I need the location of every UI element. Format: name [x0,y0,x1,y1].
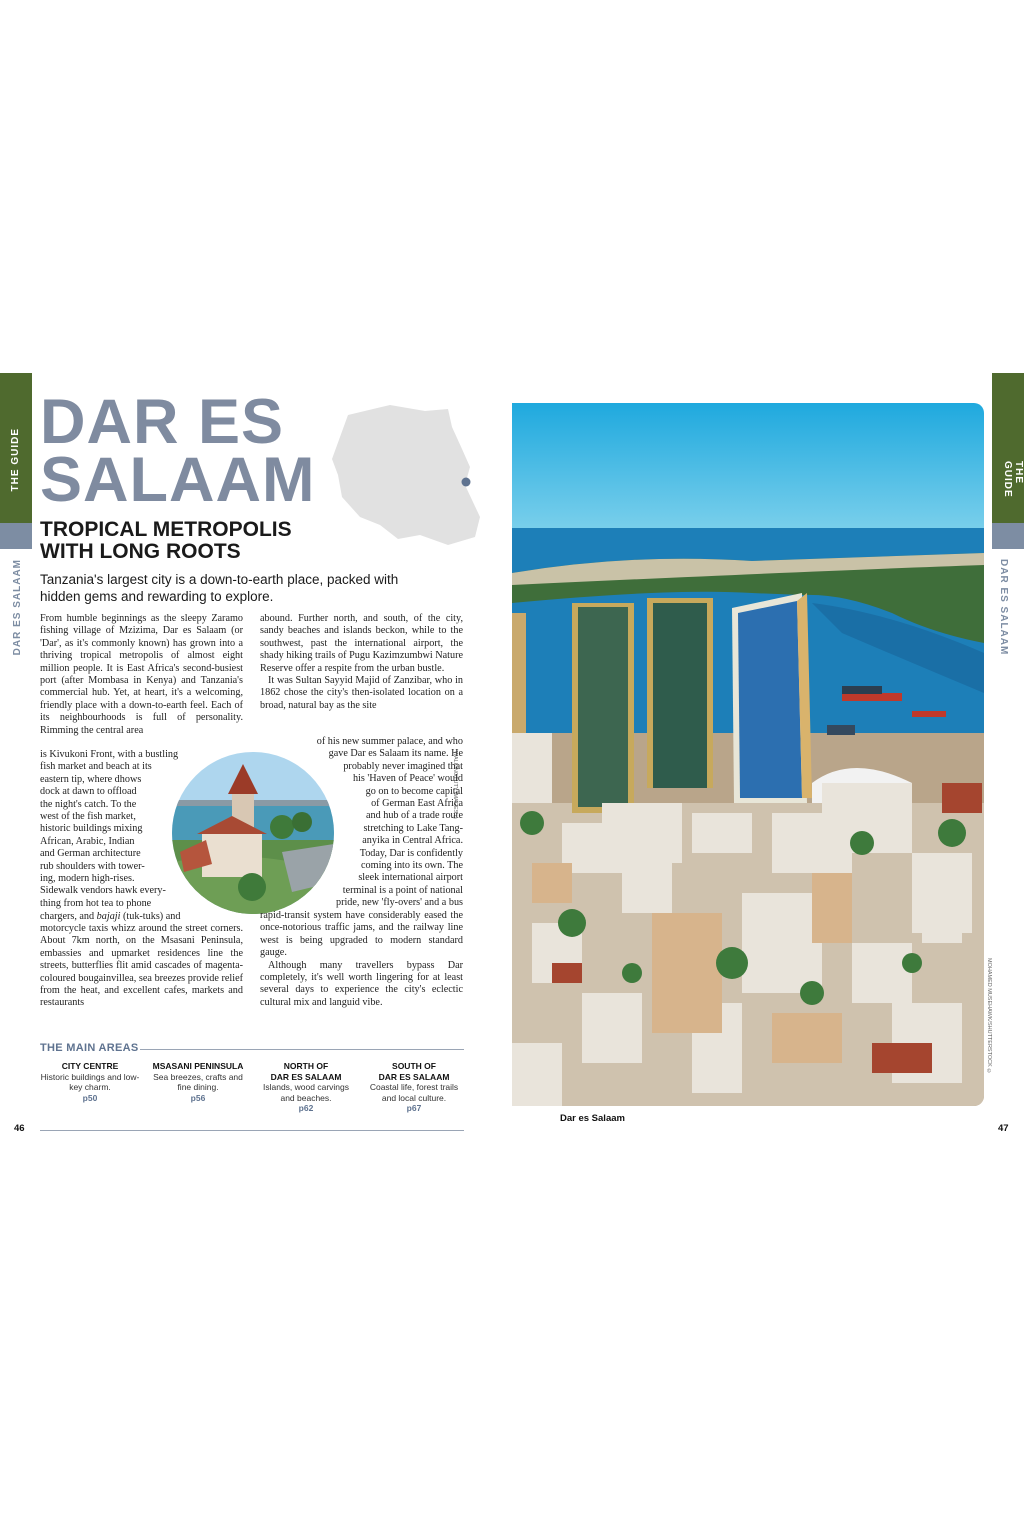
wrap-line: thing from hot tea to phone [40,897,152,909]
main-area-item[interactable] [40,1061,140,1103]
wrap-line: fish market and beach at its [40,761,152,773]
wrap-line: rub shoulders with tower- [40,860,145,872]
wrap-line: anyika in Central Africa. [362,835,463,847]
wrap-line: pride, new 'fly-overs' and a bus [335,897,463,909]
bajaji-term: bajaji [96,911,121,922]
guide-tab-left[interactable] [0,373,32,523]
intro-text: Tanzania's largest city is a down-to-earth place, packed with hidden gems and rewarding to explore. [40,572,399,604]
section-tab-left [0,523,32,549]
wrap-line: eastern tip, where dhows [40,773,142,785]
wrap-line: of German East Africa [371,798,463,810]
page-number-left: 46 [14,1123,25,1134]
wrap-line: west of the fish market, [40,811,136,823]
main-area-item[interactable] [256,1061,356,1114]
area-name: SOUTH OF [392,1061,436,1071]
section-label-left: DAR ES SALAAM [12,559,23,656]
wrap-line: his 'Haven of Peace' would [352,773,463,785]
photo-caption: Dar es Salaam [560,1113,625,1124]
col2-tail: rapid-transit system have considerably eased the once-notorious traffic jams, and the railway line west is being upgraded to modern standard gauge. [260,910,463,959]
footer-rule [40,1130,464,1131]
col1-tail: motorcycle taxis whizz around the street corners. About 7km north, on the Msasani Peninsula, embassies and upmarket residences line the streets, butterflies flit amid cascades of magenta-coloured bougainvillea, sea breezes provide relief from the heat, and excellent cafes, markets and restaurants [40,923,243,1009]
wrap-line: Sidewalk vendors hawk every- [40,885,166,897]
col1-text: (tuk-tuks) and [120,911,181,922]
wrap-line: sleek international airport [358,872,463,884]
col2-paragraph-3: Although many travellers bypass Dar completely, it's well worth lingering for at least several days to experience the city's eclectic cultural mix and languid vibe. [260,959,463,1008]
main-area-item[interactable] [364,1061,464,1114]
main-areas-heading: THE MAIN AREAS [40,1042,139,1054]
city-aerial-photo [512,403,984,1106]
column-1-tail [40,923,243,1010]
wrap-line: stretching to Lake Tang- [363,822,463,834]
area-page-link[interactable]: p56 [190,1092,206,1103]
wrap-line: is Kivukoni Front, with a bustling [40,749,179,760]
area-page-link[interactable]: p50 [82,1092,98,1103]
magazine-spread [0,373,1024,1133]
area-page-link[interactable]: p67 [406,1103,422,1113]
column-1 [40,613,243,737]
area-description: Coastal life, forest trails and local culture. [369,1082,459,1103]
wrap-line: ing, modern high-rises. [40,873,135,885]
title-line-1: DAR ES [40,387,285,457]
main-area-item[interactable] [148,1061,248,1103]
guide-tab-label-right: THE GUIDE [1002,461,1024,498]
column-2-tail [260,910,463,1009]
title-line-2: SALAAM [40,445,316,515]
guide-tab-right[interactable] [992,373,1024,523]
subtitle-line-1: TROPICAL METROPOLIS [40,518,292,541]
area-name: NORTH OF [283,1061,329,1071]
wrap-line: Today, Dar is confidently [359,847,463,859]
col2-paragraph-1: abound. Further north, and south, of the city, sandy beaches and islands beckon, while to the southwest, past the international airport, the shady hiking trails of Pugu Kazimzumbwi Nature Reserve offer a respite from the urban bustle. [260,613,463,674]
wrap-line: dock at dawn to offload [40,786,137,798]
main-photo-credit: MOHAMED MUSEHAWK/SHUTTERSTOCK © [986,958,992,1075]
col1-wrap-end [40,911,243,923]
area-page-link[interactable]: p62 [298,1103,314,1113]
col1-text: chargers, and [40,911,97,922]
section-tab-right [992,523,1024,549]
area-name: DAR ES SALAAM [270,1071,342,1082]
wrap-line: and German architecture [40,848,141,860]
area-description: Sea breezes, crafts and fine dining. [153,1071,243,1092]
wrap-line: go on to become capital [365,785,463,797]
area-name: CITY CENTRE [61,1061,119,1071]
wrap-line: probably never imagined that [343,760,463,772]
tanzania-map-icon [330,397,485,547]
location-marker-icon [462,478,471,487]
col1-lead: From humble beginnings as the sleepy Zaramo fishing village of Mzizima, Dar es Salaam (or 'Dar', as it's commonly known) has grown into a thriving tropical metropolis of almost eight million people. It is East Africa's second-busiest port (after Mombasa in Kenya) and Tanzania's commercial hub. Yet, at heart, it's a welcoming, friendly place with a down-to-earth feel. Each of its neighbourhoods is full of personality. Rimming the central area [40,613,243,736]
wrap-line: of his new summer palace, and who [316,736,463,747]
column-1-wrap [40,749,190,910]
wrap-line: and hub of a trade route [365,810,463,822]
wrap-line: historic buildings mixing [40,823,143,835]
area-name: MSASANI PENINSULA [152,1061,244,1071]
column-2-wrap [300,736,463,910]
wrap-line: terminal is a point of national [342,884,463,896]
area-description: Islands, wood carvings and beaches. [263,1082,349,1103]
wrap-line: the night's catch. To the [40,798,137,810]
section-label-right: DAR ES SALAAM [998,559,1009,656]
guide-tab-label: THE GUIDE [10,428,21,492]
page-number-right: 47 [998,1123,1009,1134]
column-2 [260,613,463,712]
wrap-line: gave Dar es Salaam its name. He [328,748,463,760]
circle-photo-credit: WALKINGTUTY IMAGES © [452,751,458,821]
subtitle [40,519,292,563]
subtitle-line-2: WITH LONG ROOTS [40,540,241,563]
page-title [40,387,316,515]
col2-paragraph-2: It was Sultan Sayyid Majid of Zanzibar, who in 1862 chose the city's then-isolated location on a broad, natural bay as the site [260,675,463,711]
area-description: Historic buildings and low-key charm. [40,1071,140,1092]
area-name: DAR ES SALAAM [378,1071,450,1082]
main-areas-divider [140,1049,464,1050]
wrap-line: African, Arabic, Indian [40,835,135,847]
wrap-line: coming into its own. The [361,860,463,872]
